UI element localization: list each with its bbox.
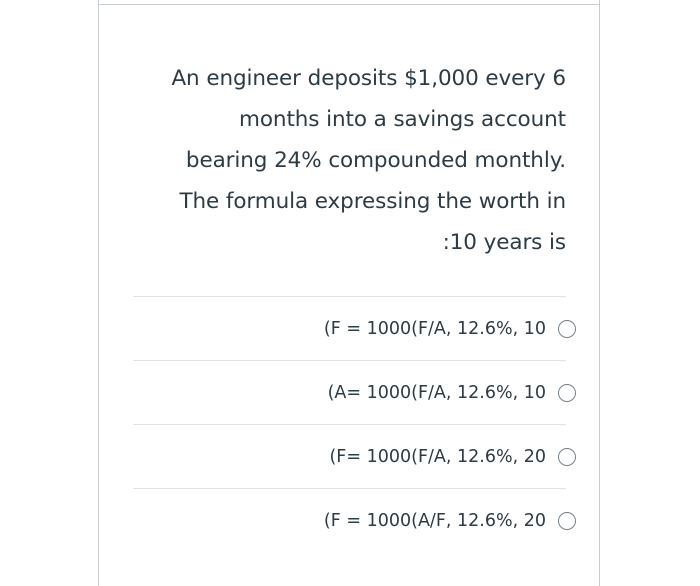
- answer-options: [133, 296, 566, 552]
- question-line: months into a savings account: [239, 107, 566, 132]
- question-line: The formula expressing the worth in: [179, 189, 566, 214]
- answer-option-label: (F = 1000(F/A, 12.6%, 10: [323, 318, 546, 339]
- card-top-divider: [98, 4, 600, 5]
- question-line: bearing 24% compounded monthly.: [185, 148, 566, 173]
- question-line: :10 years is: [442, 230, 566, 255]
- radio-button[interactable]: [558, 384, 576, 402]
- radio-button[interactable]: [558, 512, 576, 530]
- question-text: [130, 58, 566, 263]
- answer-option-label: (F= 1000(F/A, 12.6%, 20: [329, 446, 546, 467]
- answer-option-3[interactable]: [133, 424, 566, 488]
- answer-option-4[interactable]: [133, 488, 566, 552]
- radio-button[interactable]: [558, 320, 576, 338]
- answer-option-label: (A= 1000(F/A, 12.6%, 10: [327, 382, 546, 403]
- answer-option-2[interactable]: [133, 360, 566, 424]
- radio-button[interactable]: [558, 448, 576, 466]
- question-line: An engineer deposits $1,000 every 6: [171, 66, 566, 91]
- answer-option-1[interactable]: [133, 296, 566, 360]
- answer-option-label: (F = 1000(A/F, 12.6%, 20: [323, 510, 546, 531]
